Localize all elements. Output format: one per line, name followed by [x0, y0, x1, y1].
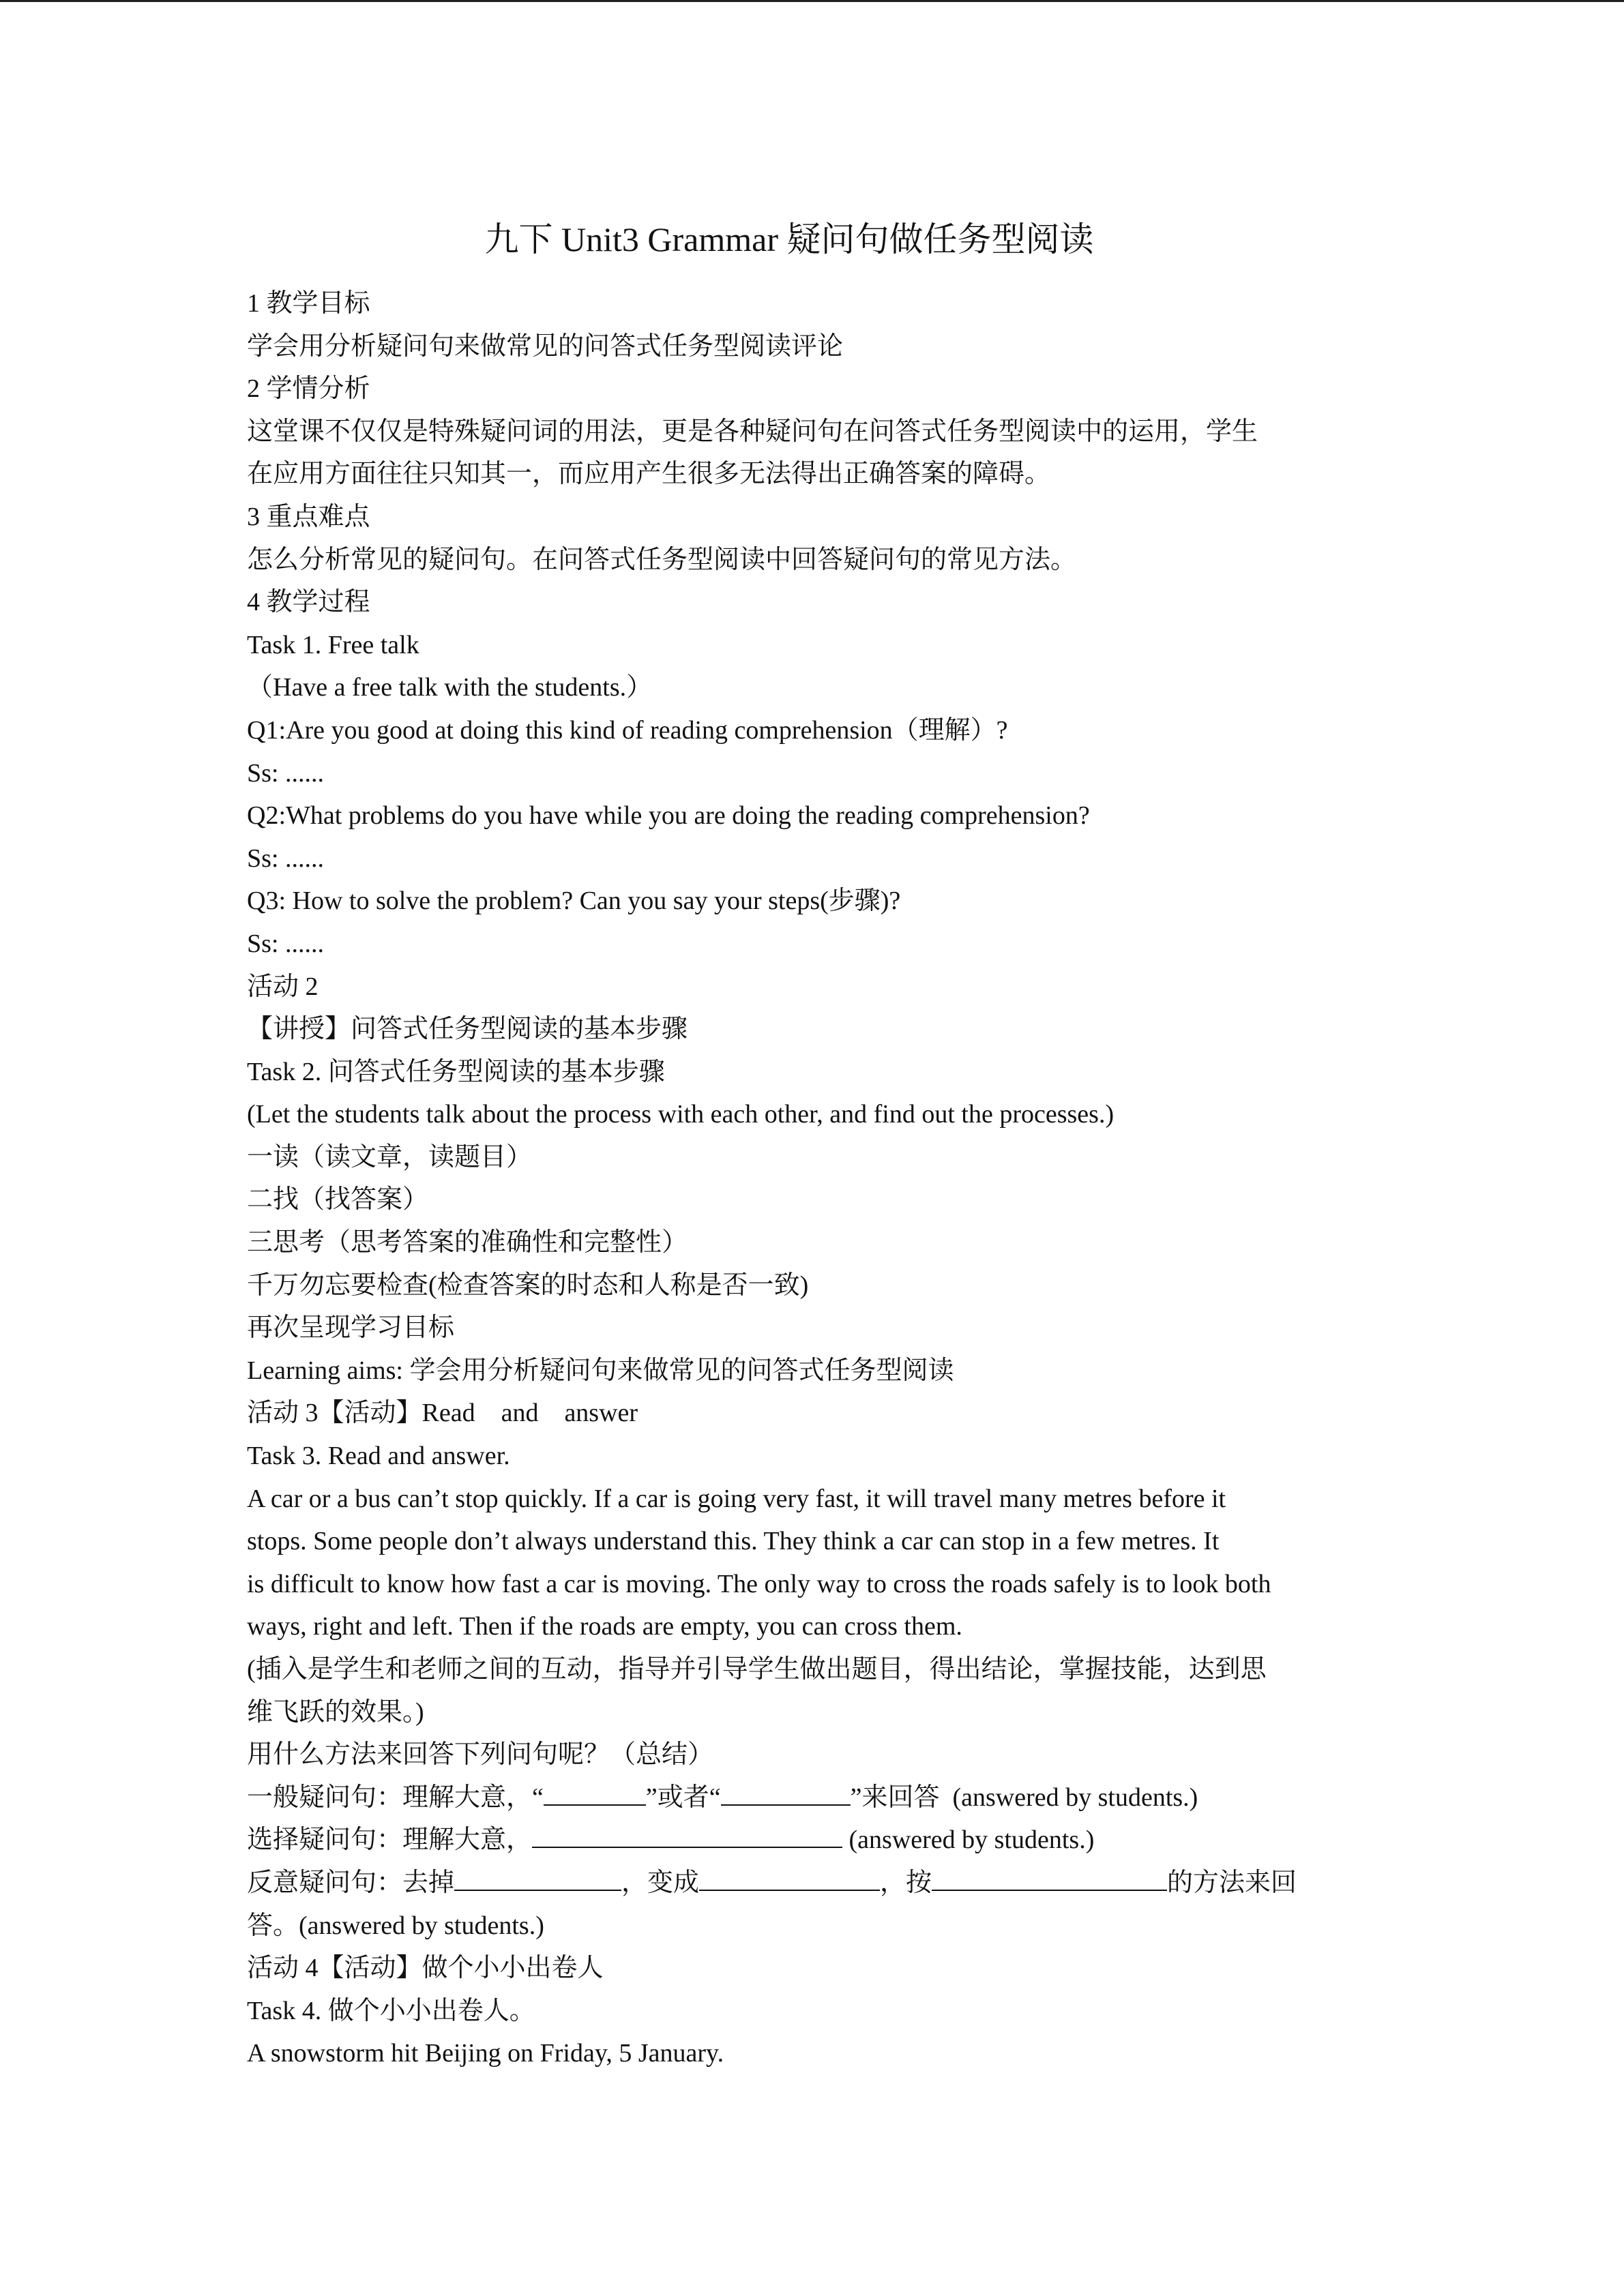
tag-rule-part-2: ，变成: [621, 1868, 700, 1897]
reading-passage-line-3: is difficult to know how fast a car is moving. The only way to cross the roads safely is to look both: [247, 1569, 1271, 1598]
answer-blank: [699, 1865, 880, 1891]
interaction-note-line-2: 维飞跃的效果。): [247, 1697, 424, 1727]
choice-rule-suffix: (answered by students.): [842, 1825, 1095, 1855]
step-find: 二找（找答案）: [247, 1185, 429, 1214]
task-2-note: (Let the students talk about the process with each other, and find out the processes.): [247, 1100, 1114, 1129]
tag-question-rule: [247, 1862, 1393, 1905]
step-read: 一读（读文章，读题目）: [247, 1142, 533, 1172]
task-2-heading: Task 2. 问答式任务型阅读的基本步骤: [247, 1057, 665, 1086]
yes-no-rule-suffix: ”来回答 (answered by students.): [850, 1783, 1198, 1812]
answer-ss-2: Ss: ......: [247, 844, 324, 873]
question-q3: Q3: How to solve the problem? Can you say your steps(步骤)?: [247, 886, 901, 916]
learning-aims: Learning aims: 学会用分析疑问句来做常见的问答式任务型阅读: [247, 1356, 954, 1385]
reading-passage-line-2: stops. Some people don’t always understand this. They think a car can stop in a few metres. It: [247, 1527, 1220, 1556]
tag-rule-part-4: 的方法来回: [1167, 1868, 1297, 1897]
section-heading-teaching-goals: 1 教学目标: [247, 289, 370, 318]
activity-2-heading: 活动 2: [247, 972, 319, 1001]
tag-question-rule-continued: 答。(answered by students.): [247, 1911, 544, 1940]
answer-ss-1: Ss: ......: [247, 758, 324, 788]
document-title: 九下 Unit3 Grammar 疑问句做任务型阅读: [484, 220, 1094, 258]
choice-question-rule: [247, 1819, 1393, 1862]
question-q1: Q1:Are you good at doing this kind of reading comprehension（理解）?: [247, 715, 1008, 745]
tag-rule-part-3: ，按: [880, 1868, 932, 1897]
answer-blank: [532, 1822, 842, 1848]
activity-3-heading: 活动 3【活动】Read and answer: [247, 1399, 638, 1428]
question-q2: Q2:What problems do you have while you are doing the reading comprehension?: [247, 801, 1090, 831]
tag-rule-prefix: 反意疑问句：去掉: [247, 1868, 455, 1897]
step-think: 三思考（思考答案的准确性和完整性）: [247, 1228, 688, 1257]
choice-rule-prefix: 选择疑问句：理解大意，: [247, 1825, 533, 1855]
activity-4-heading: 活动 4【活动】做个小小出卷人: [247, 1954, 604, 1983]
reading-passage-line-4: ways, right and left. Then if the roads are empty, you can cross them.: [247, 1612, 962, 1641]
task-1-note: （Have a free talk with the students.）: [247, 673, 653, 702]
answer-blank: [454, 1865, 621, 1891]
yes-no-rule-middle: ”或者“: [645, 1783, 721, 1812]
learner-analysis-line-2: 在应用方面往往只知其一，而应用产生很多无法得出正确答案的障碍。: [247, 460, 1051, 489]
restate-goals: 再次呈现学习目标: [247, 1313, 455, 1343]
answer-ss-3: Ss: ......: [247, 929, 324, 958]
section-heading-key-points: 3 重点难点: [247, 502, 370, 531]
page-top-border: [0, 0, 1624, 2]
yes-no-rule-prefix: 一般疑问句：理解大意，“: [247, 1783, 544, 1812]
interaction-note-line-1: (插入是学生和老师之间的互动，指导并引导学生做出题目，得出结论，掌握技能，达到思: [247, 1655, 1267, 1684]
key-points-text: 怎么分析常见的疑问句。在问答式任务型阅读中回答疑问句的常见方法。: [247, 545, 1077, 574]
task-3-heading: Task 3. Read and answer.: [247, 1442, 510, 1471]
learner-analysis-line-1: 这堂课不仅仅是特殊疑问词的用法，更是各种疑问句在问答式任务型阅读中的运用，学生: [247, 417, 1258, 446]
summary-question: 用什么方法来回答下列问句呢？（总结）: [247, 1740, 714, 1770]
step-check: 千万勿忘要检查(检查答案的时态和人称是否一致): [247, 1270, 809, 1300]
section-heading-learner-analysis: 2 学情分析: [247, 374, 370, 404]
teaching-goals-text: 学会用分析疑问句来做常见的问答式任务型阅读评论: [247, 331, 844, 361]
answer-blank: [932, 1865, 1167, 1891]
task-4-heading: Task 4. 做个小小出卷人。: [247, 1996, 535, 2025]
task-1-heading: Task 1. Free talk: [247, 630, 419, 659]
yes-no-question-rule: [247, 1776, 1393, 1819]
answer-blank: [721, 1780, 851, 1806]
activity-2-lecture: 【讲授】问答式任务型阅读的基本步骤: [247, 1015, 688, 1044]
answer-blank: [544, 1780, 646, 1806]
task-4-passage-start: A snowstorm hit Beijing on Friday, 5 January.: [247, 2039, 724, 2068]
document-body: [247, 282, 1393, 2075]
reading-passage-line-1: A car or a bus can’t stop quickly. If a car is going very fast, it will travel many metres before it: [247, 1484, 1226, 1513]
section-heading-teaching-process: 4 教学过程: [247, 588, 370, 617]
